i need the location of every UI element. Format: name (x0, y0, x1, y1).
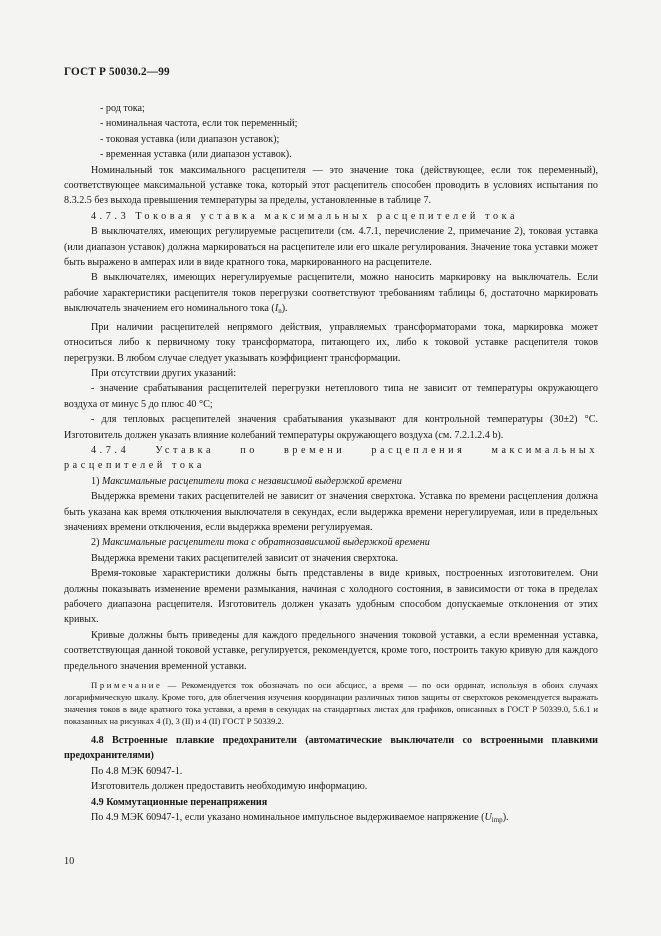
symbol: U (484, 812, 492, 824)
paragraph: В выключателях, имеющих регулируемые расцепители (см. 4.7.1, перечисление 2, примечание 2), токовая уставка (или диапазон уставок) должна маркироваться на расцепителе или его шкале регулирования. Значение тока уставки может быть выражено в амперах или в виде кратного тока, маркированного на расцепителе. (64, 226, 598, 269)
paragraph-text: По 4.9 МЭК 60947-1, если указано номинальное импульсное выдерживаемое напряжение ( (91, 812, 485, 824)
item-title: Максимальные расцепители тока с независимой выдержкой времени (101, 475, 402, 487)
paragraph: Выдержка времени таких расцепителей не зависит от значения сверхтока. Уставка по времени расцепления должна быть указана как время отключения выключателя в секундах, если выдержка времени нерегулируемая, или в предельных значениях времени отключения, если выдержка времени регулируемая. (64, 491, 598, 533)
paragraph: - значение срабатывания расцепителей перегрузки нетеплового типа не зависит от температуры окружающего воздуха от минус 5 до плюс 40 °С; (64, 383, 598, 410)
section-heading: 4.8 Встроенные плавкие предохранители (автоматические выключатели со встроенными плавкими предохранителями) (64, 735, 598, 762)
note-text: — Рекомендуется ток обозначать по оси абсцисс, а время — по оси ординат, используя в обоих случаях логарифмическую шкалу. Кроме того, для облегчения изучения координации различных типов защиты от сверхтоков рекомендуется выражать значения токов в виде кратного тока уставки, а время в секундах на стандартных листах для графиков, описанных в ГОСТ Р 50339.0, 5.6.1 и показанных на рисунках 4 (I), 3 (II) и 4 (II) ГОСТ Р 50339.2. (64, 680, 599, 727)
paragraph: Выдержка времени таких расцепителей зависит от значения сверхтока. (91, 552, 399, 564)
paragraph: При наличии расцепителей непрямого действия, управляемых трансформаторами тока, маркировка может относиться либо к первичному току трансформатора, питающего их, либо к токовой уставке расцепителя токов перегрузки. В любом случае следует указывать коэффициент трансформации. (64, 321, 598, 364)
paragraph (64, 270, 598, 319)
paragraph: Кривые должны быть приведены для каждого предельного значения токовой уставки, а если временная уставка, соответствующая данной токовой уставке, регулируется, рекомендуется, кроме того, построить такую кривую для каждого предельного значения временной уставки. (64, 629, 598, 672)
item-number: 1) (91, 475, 100, 487)
subscript: imp (491, 816, 503, 825)
paragraph (64, 810, 598, 828)
section-heading: 4.9 Коммутационные перенапряжения (91, 796, 268, 808)
note-label: Примечание (91, 680, 163, 691)
paragraph: При отсутствии других указаний: (91, 367, 237, 379)
paragraph-text: В выключателях, имеющих нерегулируемые расцепители, можно наносить маркировку на выключатель. Если рабочие характеристики расцепителя токов перегрузки соответствуют требованиям таблицы 6, достаточно маркировать выключатель значением его номинального тока ( (64, 272, 598, 315)
subscript: n (278, 307, 282, 316)
numbered-item (64, 474, 598, 489)
page-body (64, 101, 598, 828)
list-item: - номинальная частота, если ток переменный; (100, 118, 298, 130)
item-title: Максимальные расцепители тока с обратнозависимой выдержкой времени (101, 537, 430, 549)
paragraph: Время-токовые характеристики должны быть представлены в виде кривых, построенных изготовителем. Они должны показывать изменение времени размыкания, начиная с холодного состояния, в зависимости от тока в пределах рабочего диапазона расцепителя. Изготовитель должен указать удобным способом допускаемые отклонения от этих кривых. (64, 568, 598, 626)
paragraph: - для тепловых расцепителей значения срабатывания указывают для контрольной температуры (30±2) °С. Изготовитель должен указать влияние колебаний температуры окружающего воздуха (см. 7.2.1.2.4 b). (64, 414, 598, 441)
paragraph: По 4.8 МЭК 60947-1. (91, 765, 183, 777)
list-item: - токовая уставка (или диапазон уставок); (100, 133, 280, 145)
document-header: ГОСТ Р 50030.2—99 (64, 66, 170, 78)
item-number: 2) (91, 537, 100, 549)
symbol: I (274, 303, 279, 315)
paragraph-text: ). (281, 303, 288, 315)
section-heading: 4.7.4 Уставка по времени расцепления максимальных расцепителей тока (64, 444, 598, 472)
page-number: 10 (64, 856, 75, 867)
list-item: - род тока; (100, 103, 145, 114)
paragraph: Изготовитель должен предоставить необходимую информацию. (91, 781, 368, 793)
list-item: - временная уставка (или диапазон уставок). (100, 149, 292, 161)
section-heading: 4.7.3 Токовая уставка максимальных расцепителей тока (91, 210, 519, 222)
numbered-item (64, 535, 598, 550)
paragraph-text: ). (502, 812, 509, 824)
paragraph: Номинальный ток максимального расцепителя — это значение тока (действующее, если ток переменный), соответствующее максимальной уставке тока, который этот расцепитель способен проводить в условиях испытания по 8.3.2.5 без выхода превышения температуры за пределы, установленные в таблице 7. (64, 164, 598, 207)
note (64, 679, 598, 727)
